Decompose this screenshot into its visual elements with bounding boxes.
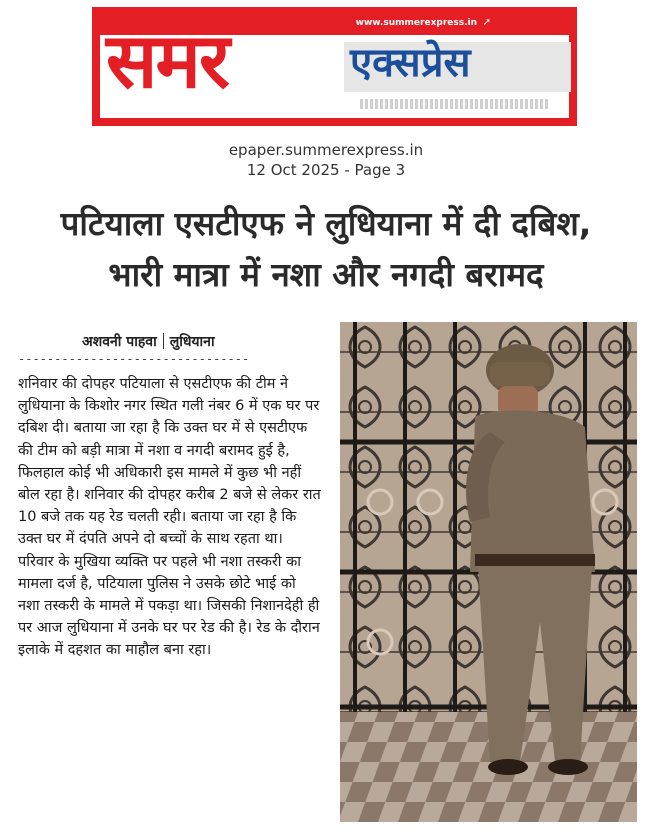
cursor-arrow-icon: ➚: [482, 17, 491, 28]
masthead-logo: [92, 7, 577, 126]
article-body: शनिवार की दोपहर पटियाला से एसटीएफ की टीम ने लुधियाना के किशोर नगर स्थित गली नंबर 6 में एक घर पर दबिश दी। बताया जा रहा है कि उक्त घर में से एसटीएफ की टीम को बड़ी मात्रा में नशा व नगदी बरामद हुई है, फिलहाल कोई भी अधिकारी इस मामले में कुछ भी नहीं बोल रहा है। शनिवार की दोपहर करीब 2 बजे से लेकर रात 10 बजे तक यह रेड चलती रही। बताया जा रहा है कि उक्त घर में दंपति अपने दो बच्चों के साथ रहता था। परिवार के मुखिया व्यक्ति पर पहले भी नशा तस्करी का मामला दर्ज है, पटियाला पुलिस ने उसके छोटे भाई को नशा तस्करी के मामले में पकड़ा था। जिसकी निशानदेही ही पर आज लुधियाना में उनके घर पर रेड की है। रेड के दौरान इलाके में दहशत का माहौल बना रहा।: [18, 376, 321, 659]
edition-date-page: 12 Oct 2025 - Page 3: [246, 161, 406, 179]
byline-location: लुधियाना: [169, 334, 215, 350]
byline-separator: --------------------------------: [18, 352, 250, 366]
byline-author: अशवनी पाहवा: [82, 334, 157, 350]
masthead-stripe: [360, 99, 550, 109]
byline-divider: [163, 333, 164, 349]
masthead-title: समर: [106, 16, 228, 105]
headline-line-1: पटियाला एसटीएफ ने लुधियाना में दी दबिश,: [60, 204, 592, 243]
byline: [82, 332, 215, 351]
article-photo: [340, 322, 637, 822]
masthead-url: www.summerexpress.in: [355, 18, 477, 28]
headline-line-2: भारी मात्रा में नशा और नगदी बरामद: [108, 255, 544, 294]
edition-site: epaper.summerexpress.in: [228, 141, 424, 159]
masthead-subtitle: एक्सप्रेस: [350, 40, 471, 86]
photo-illustration: [340, 322, 637, 822]
